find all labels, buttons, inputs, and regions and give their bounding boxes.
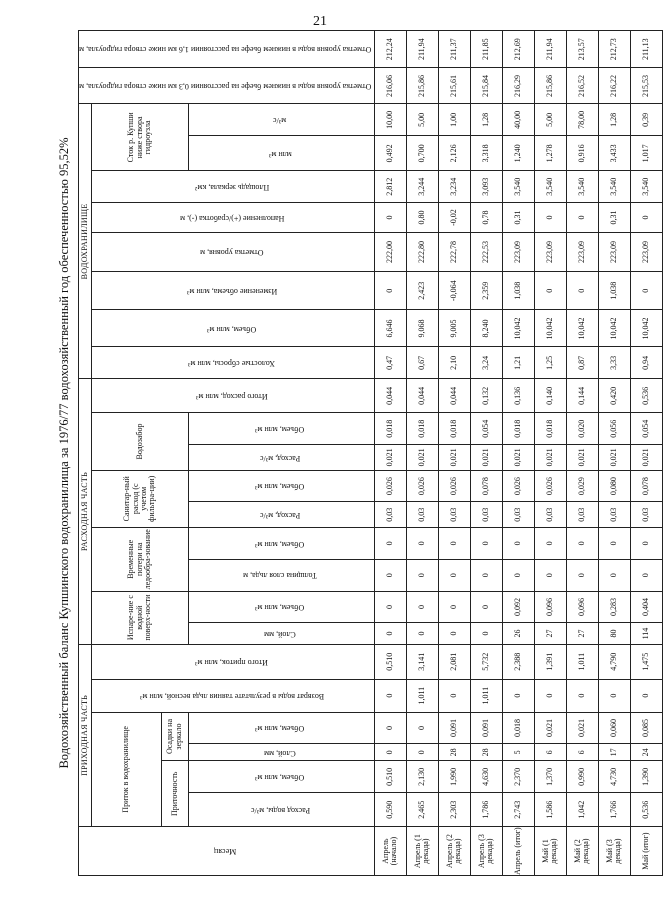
table-cell: 1,28 [470,104,502,136]
month-cell: Май (итог) [630,827,662,876]
table-cell: 0,018 [502,413,534,445]
table-cell: 0,018 [502,712,534,744]
table-cell: 1,586 [534,793,566,827]
table-cell: 1,28 [598,104,630,136]
table-cell: 211,13 [630,31,662,68]
table-cell: 0,021 [566,712,598,744]
table-cell: 0 [374,623,406,644]
table-cell: 211,37 [438,31,470,68]
table-row [374,31,406,876]
table-cell: 1,391 [534,644,566,679]
table-cell: 5,732 [470,644,502,679]
table-cell: 114 [630,623,662,644]
table-cell: 0 [566,272,598,310]
table-cell: 0 [502,679,534,712]
col-precip-vol: Объем, млн м³ [188,712,374,744]
table-cell: 223,09 [598,232,630,271]
table-cell: 2,10 [438,347,470,379]
table-cell: 0 [470,591,502,623]
table-cell: 4,630 [470,761,502,793]
table-cell: 1,21 [502,347,534,379]
table-cell: 2,743 [502,793,534,827]
table-cell: 78,00 [566,104,598,136]
table-cell: 2,370 [502,761,534,793]
table-cell: 0,03 [470,502,502,527]
table-cell: 0,026 [374,470,406,502]
col-precip-layer: Слой, мм [188,744,374,761]
table-cell: 0 [566,203,598,233]
col-ice-thickness: Толщина слоя льда, м [188,559,374,591]
table-cell: 0 [374,272,406,310]
table-cell: 0,096 [566,591,598,623]
table-cell: 2,388 [502,644,534,679]
page-number: 21 [313,14,327,29]
table-cell: 0 [630,679,662,712]
month-cell: Апрель (1 декада) [406,827,438,876]
table-cell: 223,09 [566,232,598,271]
table-row [566,31,598,876]
table-cell: 40,00 [502,104,534,136]
table-cell: 0,03 [502,502,534,527]
month-cell: Апрель (2 декада) [438,827,470,876]
table-cell: 0 [566,679,598,712]
table-cell: 0 [438,679,470,712]
col-evap-layer: Слой, мм [188,623,374,644]
col-lvl-03: Отметка уровня воды в нижнем бьефе на расстоянии 0,3 км ниже створа гидроузла, м [79,68,375,104]
table-cell: 0,026 [406,470,438,502]
table-cell: 10,042 [566,310,598,347]
table-cell: 6 [534,744,566,761]
water-balance-table [78,30,663,876]
table-cell: 0 [470,623,502,644]
table-cell: 24 [630,744,662,761]
table-cell: 212,73 [598,31,630,68]
table-cell: 5,00 [534,104,566,136]
table-cell: 0,054 [630,413,662,445]
section-income: ПРИХОДНАЯ ЧАСТЬ [79,644,92,827]
table-row [470,31,502,876]
table-cell: 1,766 [598,793,630,827]
col-lvl-16: Отметка уровня воды в нижнем бьефе на расстоянии 1,6 км ниже створа гидроузла, м [79,31,375,68]
table-cell: 3,318 [470,136,502,171]
table-cell: 0 [438,559,470,591]
table-cell: 0,404 [630,591,662,623]
table-cell: 1,038 [502,272,534,310]
table-cell: 0,283 [598,591,630,623]
table-cell: 0 [406,744,438,761]
table-cell: -0,064 [438,272,470,310]
table-cell: 0 [630,527,662,559]
table-cell: 9,068 [406,310,438,347]
table-cell: 0 [406,527,438,559]
table-cell: 0 [438,623,470,644]
table-cell: 0,080 [598,470,630,502]
rotated-document [52,30,651,876]
col-intake-vol: Объем, млн м³ [188,413,374,445]
table-cell: 213,57 [566,31,598,68]
table-cell: 0,044 [406,379,438,413]
table-cell: 1,370 [534,761,566,793]
table-cell: 216,52 [566,68,598,104]
table-cell: 0,916 [566,136,598,171]
group-sanitary: Санитар-ный расход (с учетом фильтра-ции) [92,470,189,527]
table-cell: 0,510 [374,761,406,793]
group-temp-loss: Временные потери на ледообра-зование [92,527,189,591]
table-cell: 3,540 [534,171,566,203]
table-cell: 1,786 [470,793,502,827]
table-cell: 2,812 [374,171,406,203]
table-cell: 0 [406,591,438,623]
table-cell: 2,130 [406,761,438,793]
table-cell: 222,80 [406,232,438,271]
table-cell: 1,011 [470,679,502,712]
group-outflow: Сток р. Купши ниже створа гидроузла [92,104,189,171]
section-expense: РАСХОДНАЯ ЧАСТЬ [79,379,92,644]
table-cell: 223,09 [502,232,534,271]
table-cell: 3,433 [598,136,630,171]
table-cell: 0,03 [630,502,662,527]
table-cell: 0 [630,559,662,591]
table-cell: 0,80 [406,203,438,233]
table-cell: 215,53 [630,68,662,104]
table-cell: 0,700 [406,136,438,171]
table-cell: 0,140 [534,379,566,413]
col-volume: Объем, млн м³ [92,310,375,347]
table-cell: 0,018 [438,413,470,445]
table-cell: 211,94 [406,31,438,68]
table-cell: 0,092 [502,591,534,623]
table-cell: 0,021 [630,445,662,470]
table-cell: 215,86 [406,68,438,104]
table-cell: 0 [630,203,662,233]
table-cell: 3,540 [598,171,630,203]
table-cell: 0,03 [438,502,470,527]
table-cell: 2,081 [438,644,470,679]
group-precip: Осадки на зеркало [161,712,188,761]
table-cell: 0 [406,559,438,591]
table-cell: 8,240 [470,310,502,347]
table-cell: 211,94 [534,31,566,68]
table-cell: 0,018 [406,413,438,445]
table-cell: 9,005 [438,310,470,347]
table-cell: 3,540 [502,171,534,203]
month-cell: Апрель (начало) [374,827,406,876]
table-cell: 0,536 [630,793,662,827]
table-cell: 3,234 [438,171,470,203]
table-cell: 222,78 [438,232,470,271]
table-cell: 216,22 [598,68,630,104]
table-cell: 0,021 [534,445,566,470]
table-cell: 0 [502,559,534,591]
table-cell: 0,060 [598,712,630,744]
table-row [406,31,438,876]
table-cell: 1,017 [630,136,662,171]
document-title: Водохозяйственный баланс Купшинского водохранилища за 1976/77 водохозяйственный год обеспеченностью 95,52% [57,137,71,769]
col-san-vol: Объем, млн м³ [188,470,374,502]
table-cell: 0,78 [470,203,502,233]
table-cell: 0,026 [502,470,534,502]
table-cell: 28 [438,744,470,761]
table-cell: 0 [406,623,438,644]
table-cell: 212,24 [374,31,406,68]
table-cell: 0,021 [438,445,470,470]
col-total-expense: Итого расход, млн м³ [92,379,375,413]
col-month: Месяц [79,827,375,876]
table-cell: 0,492 [374,136,406,171]
table-cell: 0 [630,272,662,310]
table-cell: 26 [502,623,534,644]
table-cell: 0 [534,272,566,310]
table-cell: 0 [374,203,406,233]
table-cell: 216,06 [374,68,406,104]
table-cell: 0,026 [438,470,470,502]
table-cell: 0,078 [470,470,502,502]
table-cell: 10,00 [374,104,406,136]
table-cell: 1,475 [630,644,662,679]
table-cell: 0,026 [534,470,566,502]
table-cell: 222,00 [374,232,406,271]
table-cell: 0,67 [406,347,438,379]
group-inflow: Приток в водохранилище [92,712,162,827]
table-cell: 0 [406,712,438,744]
table-cell: 28 [470,744,502,761]
table-cell: 0,091 [470,712,502,744]
table-cell: 215,61 [438,68,470,104]
table-cell: 0,056 [598,413,630,445]
table-cell: 215,84 [470,68,502,104]
table-cell: 27 [534,623,566,644]
table-cell: 0,136 [502,379,534,413]
month-cell: Май (3 декада) [598,827,630,876]
table-cell: 0 [598,559,630,591]
table-cell: 3,141 [406,644,438,679]
table-cell: 10,042 [598,310,630,347]
table-cell: 0,590 [374,793,406,827]
col-san-q: Расход, м³/с [188,502,374,527]
table-cell: 0,510 [374,644,406,679]
table-cell: 2,303 [438,793,470,827]
table-cell: 3,24 [470,347,502,379]
table-cell: 215,86 [534,68,566,104]
table-cell: 0 [598,527,630,559]
table-cell: 0,94 [630,347,662,379]
table-cell: 0,021 [470,445,502,470]
table-cell: 1,240 [502,136,534,171]
month-cell: Май (1 декада) [534,827,566,876]
table-cell: 0,029 [566,470,598,502]
table-cell: 17 [598,744,630,761]
table-cell: 1,042 [566,793,598,827]
table-cell: 0,044 [374,379,406,413]
table-cell: 0 [470,559,502,591]
table-cell: 0,044 [438,379,470,413]
table-cell: 0,03 [566,502,598,527]
table-cell: 0,03 [598,502,630,527]
col-level-mark: Отметка уровня, м [92,232,375,271]
table-cell: 0,018 [374,413,406,445]
table-cell: 5,00 [406,104,438,136]
table-cell: 0 [534,203,566,233]
table-cell: 0 [374,712,406,744]
table-cell: 3,540 [566,171,598,203]
table-cell: 27 [566,623,598,644]
table-cell: 0,021 [502,445,534,470]
table-cell: 0,054 [470,413,502,445]
table-cell: 10,042 [502,310,534,347]
table-cell: 10,042 [534,310,566,347]
col-area: Площадь зеркала, км² [92,171,375,203]
group-intake: Водозабор [92,413,189,470]
col-idle-spill: Холостые сбросы, млн м³ [92,347,375,379]
table-cell: 0,03 [374,502,406,527]
table-cell: 223,09 [630,232,662,271]
group-tributary: Приточность [161,761,188,827]
table-cell: 0,39 [630,104,662,136]
month-cell: Апрель (итог) [502,827,534,876]
table-cell: 3,244 [406,171,438,203]
table-cell: 0 [566,559,598,591]
table-cell: 2,126 [438,136,470,171]
col-ice-vol: Объем, млн м³ [188,527,374,559]
table-cell: 0,87 [566,347,598,379]
table-cell: 0,021 [374,445,406,470]
table-cell: 3,540 [630,171,662,203]
table-cell: 0 [534,679,566,712]
group-evap: Испаре-ние с водной поверх-ности [92,591,189,644]
col-out-q: м³/с [188,104,374,136]
table-cell: 0,021 [406,445,438,470]
table-row [438,31,470,876]
col-total-income: Итого приток, млн м³ [92,644,375,679]
table-cell: 0 [438,527,470,559]
table-cell: 1,278 [534,136,566,171]
table-cell: 0 [534,559,566,591]
table-cell: 0 [438,591,470,623]
table-cell: 4,730 [598,761,630,793]
table-cell: 2,465 [406,793,438,827]
table-cell: 1,25 [534,347,566,379]
table-cell: 0,536 [630,379,662,413]
table-cell: 5 [502,744,534,761]
table-cell: 0,31 [598,203,630,233]
section-reservoir: ВОДОХРАНИЛИЩЕ [79,104,92,379]
table-cell: 212,69 [502,31,534,68]
table-cell: 223,09 [534,232,566,271]
col-ice-return: Возврат воды в результате таяния льда весной, млн м³ [92,679,375,712]
table-cell: 6,646 [374,310,406,347]
table-cell: 3,33 [598,347,630,379]
table-cell: 0 [598,679,630,712]
table-body [374,31,662,876]
table-cell: 0 [374,679,406,712]
table-cell: 0 [534,527,566,559]
table-cell: 0,03 [406,502,438,527]
month-cell: Апрель (3 декада) [470,827,502,876]
table-cell: 0,018 [534,413,566,445]
col-fill: Наполнение (+)/сработка (-), м [92,203,375,233]
table-cell: -0,02 [438,203,470,233]
col-intake-q: Расход, м³/с [188,445,374,470]
table-cell: 0,144 [566,379,598,413]
table-cell: 0,078 [630,470,662,502]
table-cell: 0,021 [534,712,566,744]
table-cell: 0,021 [598,445,630,470]
table-row [502,31,534,876]
table-row [630,31,662,876]
table-cell: 1,00 [438,104,470,136]
table-cell: 0,03 [534,502,566,527]
table-cell: 0,47 [374,347,406,379]
table-row [598,31,630,876]
table-cell: 3,093 [470,171,502,203]
col-vol-inflow: Объем, млн м³ [188,761,374,793]
col-out-vol: млн м³ [188,136,374,171]
table-cell: 2,359 [470,272,502,310]
table-cell: 0,096 [534,591,566,623]
table-cell: 0,021 [566,445,598,470]
table-cell: 0 [566,527,598,559]
table-row [534,31,566,876]
table-cell: 1,011 [566,644,598,679]
table-cell: 0 [374,527,406,559]
table-cell: 211,85 [470,31,502,68]
table-cell: 0 [470,527,502,559]
table-cell: 0,420 [598,379,630,413]
table-cell: 6 [566,744,598,761]
table-cell: 0,091 [438,712,470,744]
col-vol-change: Изменение объема, млн м³ [92,272,375,310]
table-cell: 1,390 [630,761,662,793]
table-cell: 0,085 [630,712,662,744]
table-cell: 1,990 [438,761,470,793]
table-cell: 2,423 [406,272,438,310]
table-cell: 216,29 [502,68,534,104]
table-cell: 4,790 [598,644,630,679]
table-cell: 10,042 [630,310,662,347]
table-cell: 0,132 [470,379,502,413]
table-cell: 0,31 [502,203,534,233]
table-cell: 80 [598,623,630,644]
table-cell: 0,990 [566,761,598,793]
table-cell: 1,011 [406,679,438,712]
table-cell: 1,038 [598,272,630,310]
table-cell: 0 [374,559,406,591]
month-cell: Май (2 декада) [566,827,598,876]
table-cell: 0 [374,591,406,623]
table-cell: 0 [374,744,406,761]
table-cell: 0,020 [566,413,598,445]
col-evap-vol: Объем, млн м³ [188,591,374,623]
table-cell: 222,53 [470,232,502,271]
table-cell: 0 [502,527,534,559]
col-q-water: Расход воды, м³/с [188,793,374,827]
